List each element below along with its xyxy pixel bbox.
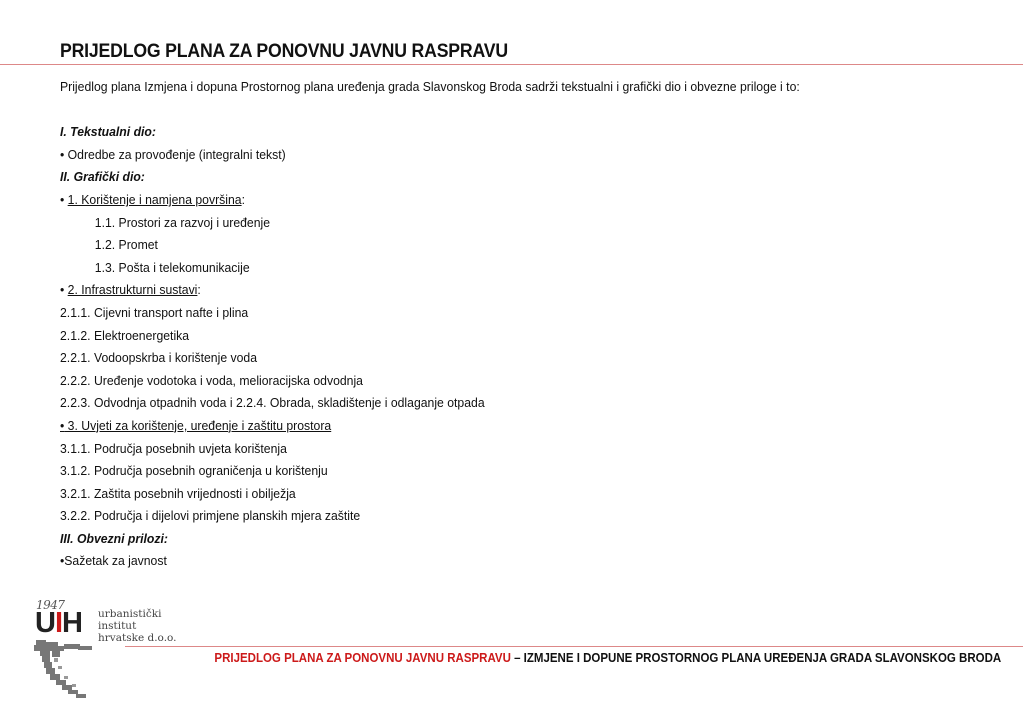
list-item: 3.1.2. Područja posebnih ograničenja u korištenju bbox=[60, 463, 328, 479]
list-item: 1.2. Promet bbox=[94, 237, 158, 253]
list-item: 2.2.1. Vodoopskrba i korištenje voda bbox=[60, 350, 258, 366]
group-heading-uvjeti bbox=[60, 415, 944, 438]
list-item: 3.2.1. Zaštita posebnih vrijednosti i obilježja bbox=[60, 485, 296, 501]
list-item: 2.2.2. Uređenje vodotoka i voda, melioracijska odvodnja bbox=[60, 372, 363, 388]
list-item: 2.1.1. Cijevni transport nafte i plina bbox=[60, 304, 249, 320]
logo-line: urbanistički bbox=[98, 608, 162, 620]
spacer bbox=[60, 99, 1000, 122]
logo-mark bbox=[35, 607, 82, 640]
group-heading-infrastruktura bbox=[60, 279, 944, 302]
bullet: • bbox=[60, 191, 68, 207]
uih-logo bbox=[32, 598, 182, 702]
croatia-map-icon bbox=[32, 640, 98, 700]
bullet: • bbox=[60, 417, 65, 433]
list-item: 3.2.2. Područja i dijelovi primjene planskih mjera zaštite bbox=[60, 508, 361, 524]
list-item: • Odredbe za provođenje (integralni tekst) bbox=[60, 146, 286, 162]
list-item: •Sažetak za javnost bbox=[60, 553, 167, 569]
list-item: 2.1.2. Elektroenergetika bbox=[60, 327, 190, 343]
intro-text: Prijedlog plana Izmjena i dopuna Prostornog plana uređenja grada Slavonskog Broda sadrži tekstualni i grafički dio i obvezne priloge i to: bbox=[60, 79, 800, 94]
logo-year: 1947 bbox=[36, 598, 65, 612]
link-uvjeti-koristenja[interactable]: 3. Uvjeti za korištenje, uređenje i zaštitu prostora bbox=[64, 417, 332, 433]
logo-mark-u: U bbox=[35, 607, 55, 639]
colon: : bbox=[197, 282, 201, 298]
footer-title-red: PRIJEDLOG PLANA ZA PONOVNU JAVNU RASPRAVU bbox=[214, 651, 511, 665]
list-item: 2.2.3. Odvodnja otpadnih voda i 2.2.4. Obrada, skladištenje i odlaganje otpada bbox=[60, 395, 485, 411]
link-infrastrukturni-sustavi[interactable]: 2. Infrastrukturni sustavi bbox=[67, 282, 198, 298]
list-item: 1.1. Prostori za razvoj i uređenje bbox=[94, 214, 271, 230]
logo-line: institut bbox=[98, 620, 137, 632]
footer-divider bbox=[125, 646, 1023, 647]
page-title: PRIJEDLOG PLANA ZA PONOVNU JAVNU RASPRAVU bbox=[60, 41, 508, 62]
colon: : bbox=[241, 191, 245, 207]
bullet: • bbox=[60, 282, 68, 298]
footer-caption bbox=[214, 651, 1001, 665]
section-heading-tekstualni: I. Tekstualni dio: bbox=[60, 124, 156, 140]
logo-line: hrvatske d.o.o. bbox=[98, 632, 177, 644]
group-heading-koristenje bbox=[60, 189, 944, 212]
link-koristenje-namjena[interactable]: 1. Korištenje i namjena površina bbox=[67, 191, 242, 207]
section-heading-graficki: II. Grafički dio: bbox=[60, 169, 145, 185]
document-body bbox=[60, 76, 1000, 573]
list-item: 3.1.1. Područja posebnih uvjeta korištenja bbox=[60, 440, 287, 456]
footer-title-rest: – IZMJENE I DOPUNE PROSTORNOG PLANA UREĐENJA GRADA SLAVONSKOG BRODA bbox=[510, 651, 1001, 665]
title-divider bbox=[0, 64, 1023, 65]
logo-mark-i: I bbox=[54, 607, 63, 639]
logo-wordmark bbox=[98, 608, 177, 644]
section-heading-prilozi: III. Obvezni prilozi: bbox=[60, 530, 168, 546]
list-item: 1.3. Pošta i telekomunikacije bbox=[94, 259, 250, 275]
logo-mark-h: H bbox=[62, 607, 82, 639]
